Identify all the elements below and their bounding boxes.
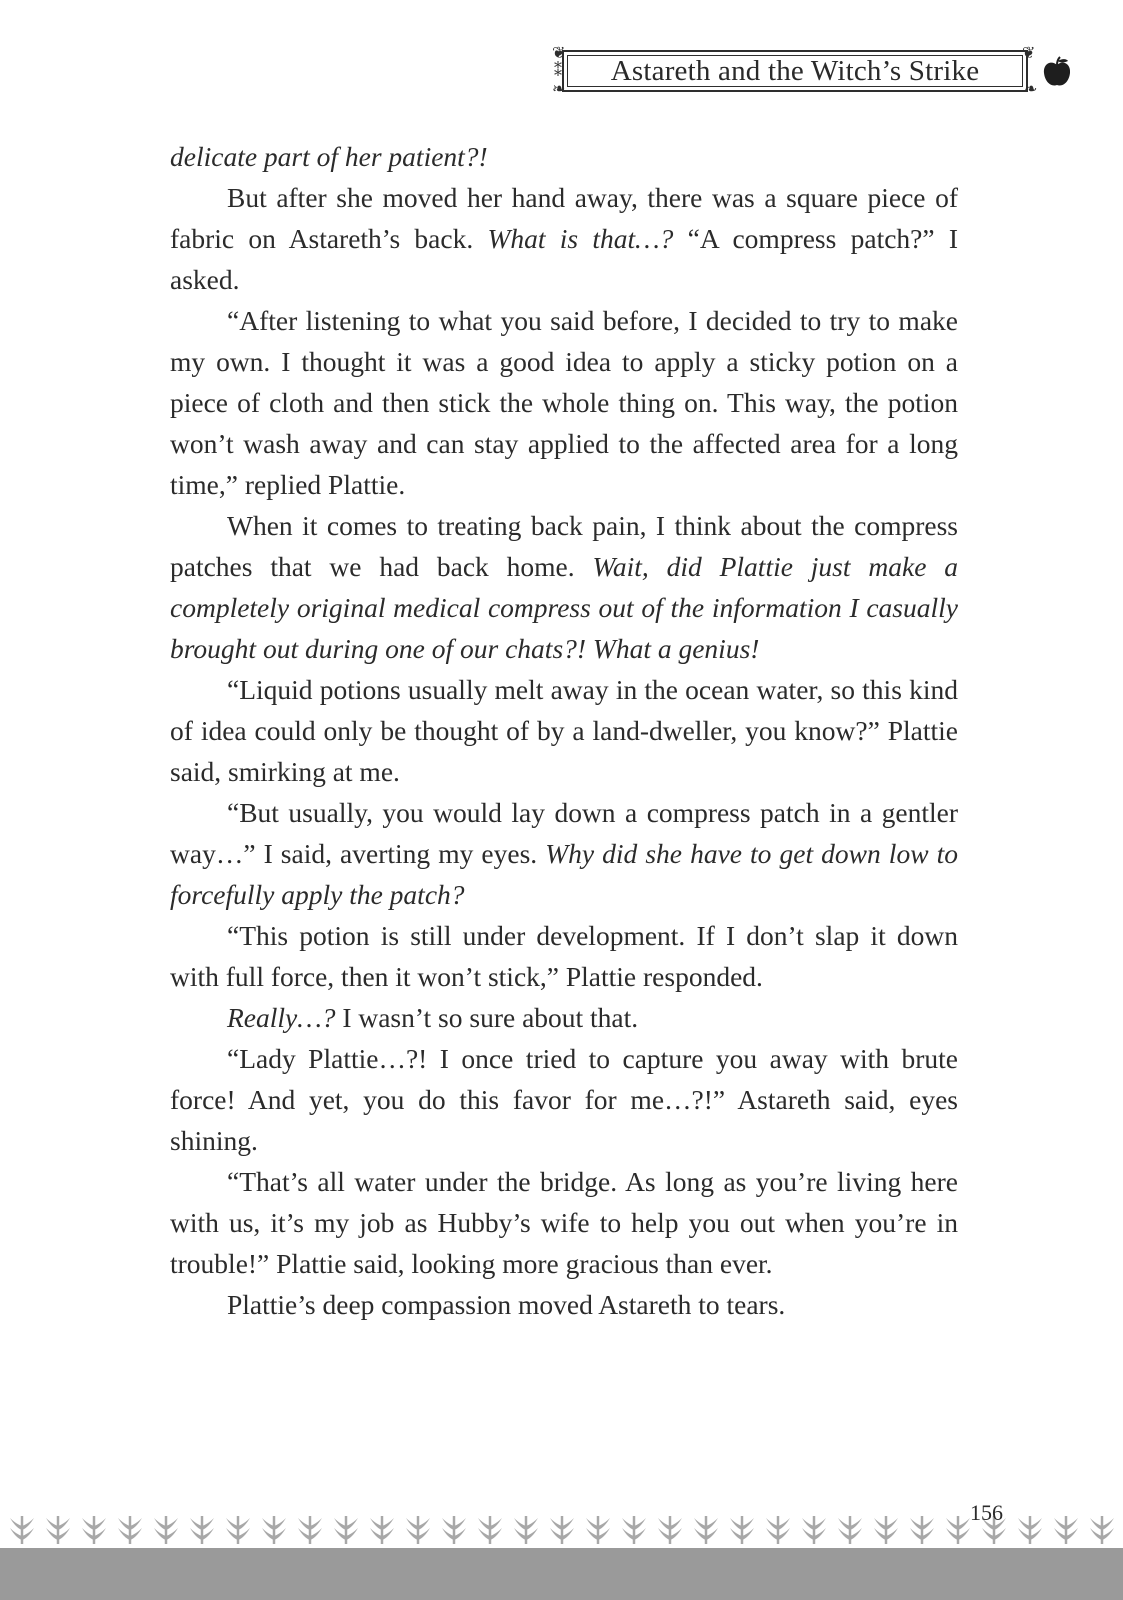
leaf-sprig-icon: [550, 1516, 574, 1544]
footer-ornament: [0, 1504, 1123, 1550]
leaf-sprig-icon: [514, 1516, 538, 1544]
leaf-sprig-icon: [478, 1516, 502, 1544]
leaf-sprig-icon: [622, 1516, 646, 1544]
leaf-sprig-icon: [82, 1516, 106, 1544]
leaf-sprig-icon: [46, 1516, 70, 1544]
scroll-ornament-icon: ❧: [1024, 81, 1038, 98]
leaf-sprig-icon: [118, 1516, 142, 1544]
leaf-sprig-icon: [946, 1516, 970, 1544]
leaf-sprig-icon: [190, 1516, 214, 1544]
leaf-sprig-icon: [910, 1516, 934, 1544]
paragraph: [170, 136, 958, 177]
paragraph-text: I wasn’t so sure about that.: [335, 1002, 639, 1033]
paragraph-text: “But usually, you would lay down a compress patch in a gentler way…” I said, averting my eyes.: [170, 797, 958, 869]
leaf-sprig-icon: [1054, 1516, 1078, 1544]
paragraph: [170, 1161, 958, 1284]
leaf-sprig-icon: [874, 1516, 898, 1544]
paragraph: [170, 915, 958, 997]
paragraph: [170, 1038, 958, 1161]
italic-text: Why did she have to get down low to forcefully apply the patch?: [170, 838, 958, 910]
leaf-sprig-icon: [262, 1516, 286, 1544]
apple-icon: [1040, 56, 1074, 90]
paragraph-text: “That’s all water under the bridge. As long as you’re living here with us, it’s my job as Hubby’s wife to help you out when you’re in trouble!” Plattie said, looking more gracious than ever.: [170, 1166, 958, 1279]
leaf-sprig-icon: [694, 1516, 718, 1544]
page-number: 156: [970, 1500, 1003, 1525]
paragraph-text: Plattie’s deep compassion moved Astareth to tears.: [227, 1289, 786, 1320]
paragraph-text: When it comes to treating back pain, I think about the compress patches that we had back home.: [170, 510, 958, 582]
scroll-ornament-icon: ❧: [552, 81, 566, 98]
paragraph-text: “After listening to what you said before, I decided to try to make my own. I thought it was a good idea to apply a sticky potion on a piece of cloth and then stick the whole thing on. This way, the potion won’t wash away and can stay applied to the affected area for a long time,” replied Plattie.: [170, 305, 958, 500]
paragraph: [170, 505, 958, 669]
leaf-sprig-icon: [1090, 1516, 1114, 1544]
paragraph-text: But after she moved her hand away, there was a square piece of fabric on Astareth’s back.: [170, 182, 958, 254]
leaf-sprig-icon: [226, 1516, 250, 1544]
leaf-sprig-icon: [838, 1516, 862, 1544]
leaf-sprig-icon: [730, 1516, 754, 1544]
leaf-sprig-icon: [298, 1516, 322, 1544]
leaf-sprig-icon: [658, 1516, 682, 1544]
italic-text: delicate part of her patient?!: [170, 141, 488, 172]
leaf-sprig-icon: [586, 1516, 610, 1544]
body-text: [170, 136, 958, 1325]
scroll-ornament-icon: ⁑: [554, 63, 562, 80]
italic-text: Wait, did Plattie just make a completely original medical compress out of the information I casually brought out during one of our chats?! What a genius!: [170, 551, 959, 664]
paragraph: [170, 792, 958, 915]
paragraph-text: “A compress patch?” I asked.: [170, 223, 958, 295]
leaf-sprig-icon: [802, 1516, 826, 1544]
paragraph: [170, 997, 958, 1038]
paragraph-text: “Liquid potions usually melt away in the ocean water, so this kind of idea could only be thought of by a land-dweller, you know?” Plattie said, smirking at me.: [170, 674, 958, 787]
scroll-ornament-icon: ❦: [552, 45, 566, 62]
leaf-sprig-icon: [154, 1516, 178, 1544]
leaf-sprig-icon: [406, 1516, 430, 1544]
italic-text: What is that…?: [487, 223, 674, 254]
footer-band: [0, 1548, 1123, 1600]
leaf-sprig-icon: [10, 1516, 34, 1544]
leaf-sprig-icon: [334, 1516, 358, 1544]
paragraph-text: “This potion is still under development. If I don’t slap it down with full force, then it won’t stick,” Plattie responded.: [170, 920, 958, 992]
leaf-sprig-icon: [1018, 1516, 1042, 1544]
paragraph-text: “Lady Plattie…?! I once tried to capture you away with brute force! And yet, you do this favor for me…?!” Astareth said, eyes shining.: [170, 1043, 958, 1156]
leaf-sprig-icon: [442, 1516, 466, 1544]
paragraph: [170, 300, 958, 505]
paragraph: [170, 177, 958, 300]
leaf-sprig-icon: [370, 1516, 394, 1544]
italic-text: Really…?: [227, 1002, 336, 1033]
paragraph: [170, 1284, 958, 1325]
running-header: [552, 44, 1042, 98]
scroll-ornament-icon: ❦: [1022, 45, 1036, 62]
header-title: Astareth and the Witch’s Strike: [610, 54, 980, 87]
paragraph: [170, 669, 958, 792]
leaf-sprig-icon: [766, 1516, 790, 1544]
